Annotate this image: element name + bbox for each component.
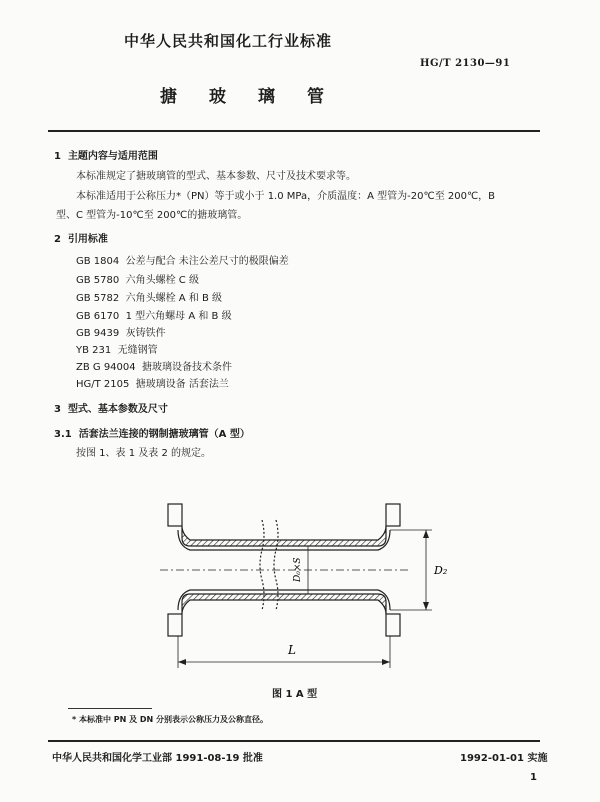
d2-arrow-top <box>423 530 429 538</box>
page-number: 1 <box>530 772 537 783</box>
reference-item <box>76 307 232 322</box>
header-rule <box>48 130 540 132</box>
section-3-title: 型式、基本参数及尺寸 <box>67 404 168 415</box>
standard-code: HG/T 2130—91 <box>420 58 511 69</box>
section-1-para-2-line-1: 本标准适用于公称压力*（PN）等于或小于 1.0 MPa，介质温度：A 型管为-20℃至 200℃，B <box>76 191 496 202</box>
footnote-rule <box>68 708 152 709</box>
section-1-para-1: 本标准规定了搪玻璃管的型式、基本参数、尺寸及技术要求等。 <box>76 171 356 182</box>
figure-a-type-pipe <box>150 490 450 680</box>
footnote: * 本标准中 PN 及 DN 分别表示公称压力及公称直径。 <box>72 715 269 724</box>
reference-name: 搪玻璃设备 活套法兰 <box>135 379 229 390</box>
subsection-3-1-number: 3.1 <box>54 429 72 440</box>
reference-code: GB 5782 <box>76 293 120 304</box>
section-2-title: 引用标准 <box>67 234 108 245</box>
reference-code: HG/T 2105 <box>76 379 130 390</box>
reference-item <box>76 271 199 286</box>
subsection-3-1-title: 活套法兰连接的钢制搪玻璃管（A 型） <box>78 429 250 440</box>
reference-code: ZB G 94004 <box>76 362 136 373</box>
section-3-heading <box>54 400 168 415</box>
section-1-para-2-line-2: 型、C 型管为-10℃至 200℃的搪玻璃管。 <box>56 210 248 221</box>
right-flange-bottom <box>386 614 400 636</box>
pipe-wall-lower <box>182 594 386 614</box>
document-title: 搪玻璃管 <box>160 87 356 107</box>
section-3-number: 3 <box>54 404 61 415</box>
reference-code: GB 9439 <box>76 328 120 339</box>
standard-organization: 中华人民共和国化工行业标准 <box>124 32 333 50</box>
section-1-title: 主题内容与适用范围 <box>67 151 158 162</box>
section-1-heading <box>54 147 158 162</box>
l-arrow-left <box>178 659 186 665</box>
label-l: L <box>288 643 296 657</box>
reference-name: 六角头螺栓 A 和 B 级 <box>125 293 223 304</box>
reference-item <box>76 375 229 390</box>
reference-code: GB 1804 <box>76 256 120 267</box>
label-d2: D₂ <box>434 564 448 577</box>
approval-line: 中华人民共和国化学工业部 1991-08-19 批准 <box>52 753 263 764</box>
d2-arrow-bottom <box>423 602 429 610</box>
reference-code: YB 231 <box>76 345 112 356</box>
right-flange-top <box>386 504 400 526</box>
reference-item <box>76 324 166 339</box>
reference-code: GB 5780 <box>76 275 120 286</box>
reference-name: 搪玻璃设备技术条件 <box>142 362 232 373</box>
left-flange-top <box>168 504 182 526</box>
reference-name: 无缝钢管 <box>117 345 158 356</box>
label-d0-s: D₀×S <box>293 557 303 582</box>
reference-item <box>76 358 232 373</box>
reference-item <box>76 341 158 356</box>
footer-rule <box>48 740 540 742</box>
figure-caption: 图 1 A 型 <box>272 689 318 700</box>
reference-item <box>76 289 222 304</box>
l-arrow-right <box>382 659 390 665</box>
section-2-heading <box>54 230 108 245</box>
reference-code: GB 6170 <box>76 311 120 322</box>
subsection-3-1-text: 按图 1、表 1 及表 2 的规定。 <box>76 448 211 459</box>
left-flange-bottom <box>168 614 182 636</box>
subsection-3-1-heading <box>54 425 250 440</box>
reference-name: 1 型六角螺母 A 和 B 级 <box>125 311 232 322</box>
reference-item <box>76 252 289 267</box>
reference-name: 灰铸铁件 <box>125 328 166 339</box>
effective-date: 1992-01-01 实施 <box>460 753 548 764</box>
section-1-number: 1 <box>54 151 61 162</box>
reference-name: 公差与配合 未注公差尺寸的极限偏差 <box>125 256 289 267</box>
pipe-wall-upper <box>182 526 386 546</box>
section-2-number: 2 <box>54 234 61 245</box>
reference-name: 六角头螺栓 C 级 <box>125 275 199 286</box>
